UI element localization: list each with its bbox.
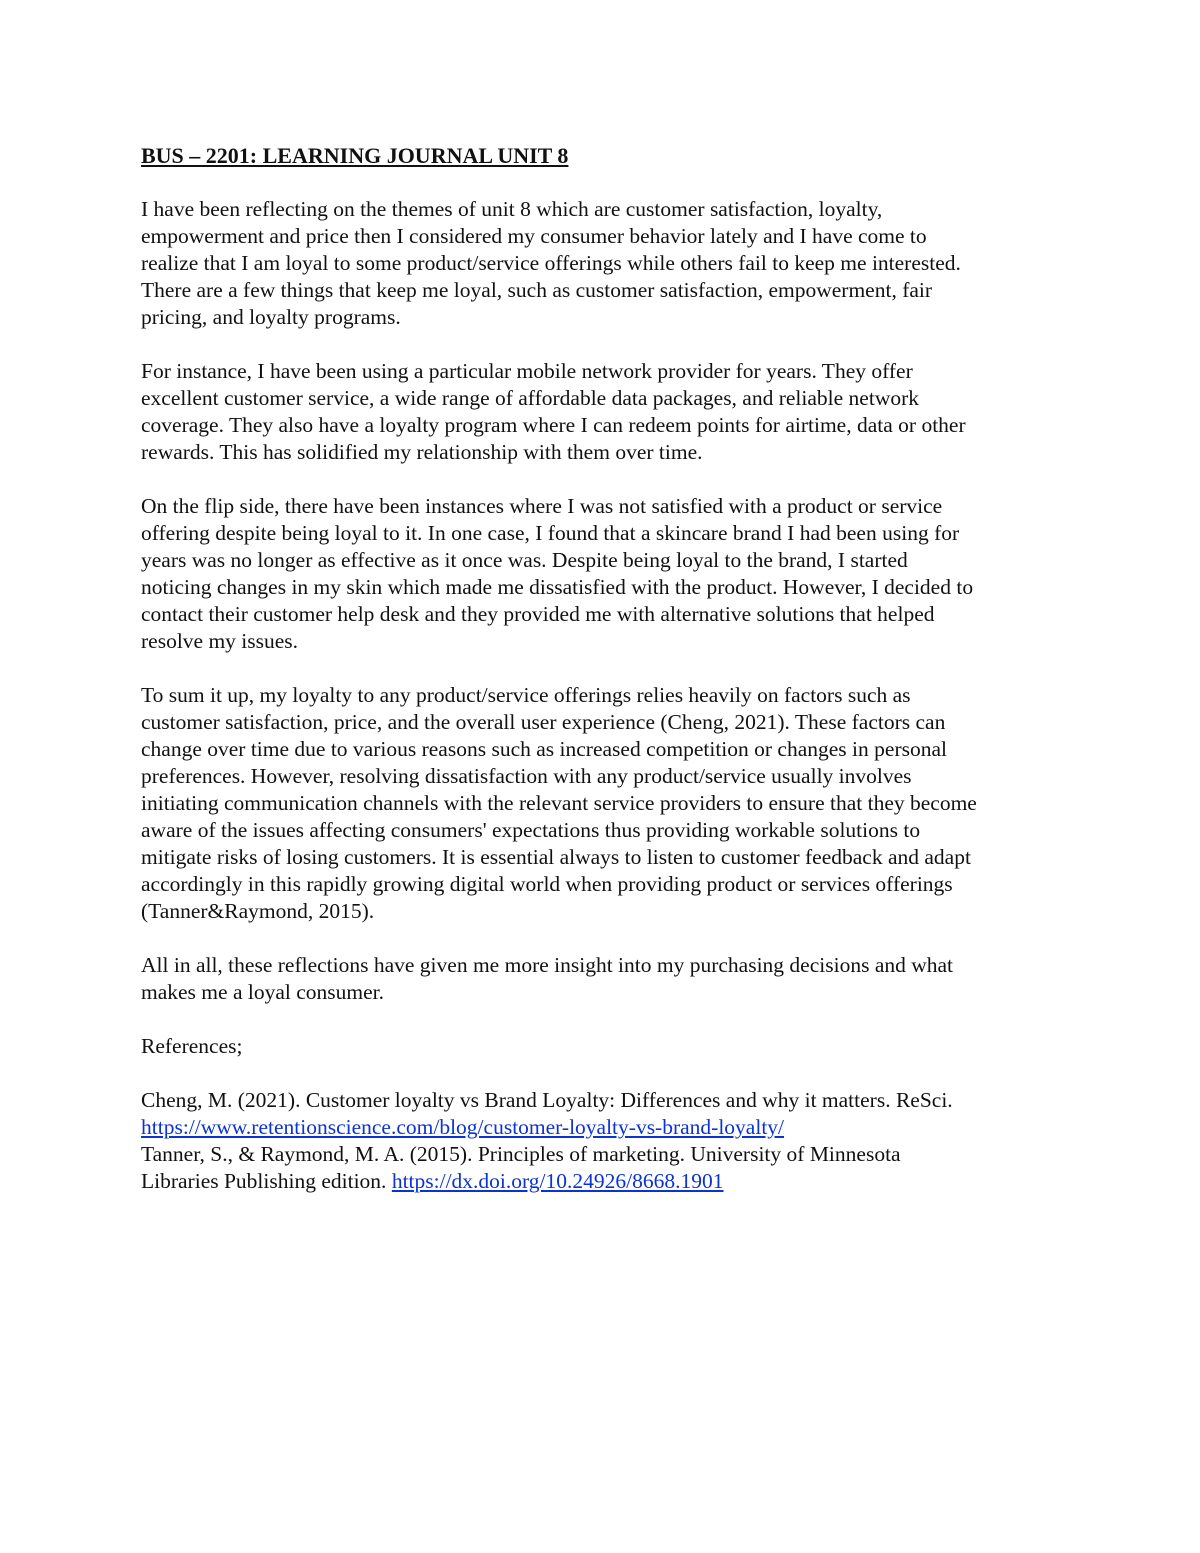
- paragraph-line: contact their customer help desk and they provided me with alternative solutions that helped: [141, 602, 935, 626]
- paragraph-line: resolve my issues.: [141, 629, 299, 653]
- paragraph-line: years was no longer as effective as it once was. Despite being loyal to the brand, I started: [141, 548, 908, 572]
- paragraph-line: To sum it up, my loyalty to any product/service offerings relies heavily on factors such as: [141, 683, 911, 707]
- reference-link-line: [141, 1114, 1076, 1141]
- paragraph-line: mitigate risks of losing customers. It is essential always to listen to customer feedback and adapt: [141, 845, 971, 869]
- paragraph-line: excellent customer service, a wide range of affordable data packages, and reliable network: [141, 386, 920, 410]
- paragraph-line: rewards. This has solidified my relationship with them over time.: [141, 440, 703, 464]
- paragraph-line: coverage. They also have a loyalty program where I can redeem points for airtime, data or other: [141, 413, 966, 437]
- reference-link-retentionscience[interactable]: https://www.retentionscience.com/blog/customer-loyalty-vs-brand-loyalty/: [141, 1115, 785, 1139]
- paragraph-line: pricing, and loyalty programs.: [141, 305, 401, 329]
- paragraph-line: change over time due to various reasons such as increased competition or changes in personal: [141, 737, 947, 761]
- reference-tanner: [141, 1141, 1076, 1195]
- paragraph-3: [141, 493, 1076, 655]
- paragraph-line: (Tanner&Raymond, 2015).: [141, 899, 375, 923]
- references-heading: References;: [141, 1034, 243, 1058]
- paragraph-line: noticing changes in my skin which made me dissatisfied with the product. However, I decided to: [141, 575, 974, 599]
- paragraph-line: makes me a loyal consumer.: [141, 980, 384, 1004]
- paragraph-line: There are a few things that keep me loyal, such as customer satisfaction, empowerment, fair: [141, 278, 933, 302]
- paragraph-line: offering despite being loyal to it. In one case, I found that a skincare brand I had been using for: [141, 521, 960, 545]
- document-title: BUS – 2201: LEARNING JOURNAL UNIT 8: [141, 143, 569, 168]
- reference-link-line: [141, 1168, 1076, 1195]
- paragraph-5: [141, 952, 1076, 1006]
- paragraph-line: On the flip side, there have been instances where I was not satisfied with a product or service: [141, 494, 943, 518]
- paragraph-line: preferences. However, resolving dissatisfaction with any product/service usually involves: [141, 764, 912, 788]
- paragraph-line: All in all, these reflections have given me more insight into my purchasing decisions and what: [141, 953, 954, 977]
- reference-cheng: [141, 1087, 1076, 1141]
- paragraph-line: For instance, I have been using a particular mobile network provider for years. They offer: [141, 359, 913, 383]
- reference-text-prefix: Libraries Publishing edition.: [141, 1169, 392, 1193]
- reference-text: Tanner, S., & Raymond, M. A. (2015). Principles of marketing. University of Minnesota: [141, 1142, 901, 1166]
- paragraph-line: aware of the issues affecting consumers' expectations thus providing workable solutions to: [141, 818, 921, 842]
- paragraph-line: empowerment and price then I considered my consumer behavior lately and I have come to: [141, 224, 927, 248]
- paragraph-line: accordingly in this rapidly growing digital world when providing product or services offerings: [141, 872, 953, 896]
- paragraph-1: [141, 196, 1076, 331]
- paragraph-line: I have been reflecting on the themes of unit 8 which are customer satisfaction, loyalty,: [141, 197, 883, 221]
- reference-text: Cheng, M. (2021). Customer loyalty vs Brand Loyalty: Differences and why it matters. ReSci.: [141, 1088, 953, 1112]
- paragraph-line: realize that I am loyal to some product/service offerings while others fail to keep me interested.: [141, 251, 961, 275]
- paragraph-line: initiating communication channels with the relevant service providers to ensure that they become: [141, 791, 977, 815]
- paragraph-line: customer satisfaction, price, and the overall user experience (Cheng, 2021). These factors can: [141, 710, 946, 734]
- paragraph-2: [141, 358, 1076, 466]
- document-body: [141, 142, 1076, 1195]
- paragraph-4: [141, 682, 1076, 925]
- reference-link-doi[interactable]: https://dx.doi.org/10.24926/8668.1901: [391, 1169, 724, 1193]
